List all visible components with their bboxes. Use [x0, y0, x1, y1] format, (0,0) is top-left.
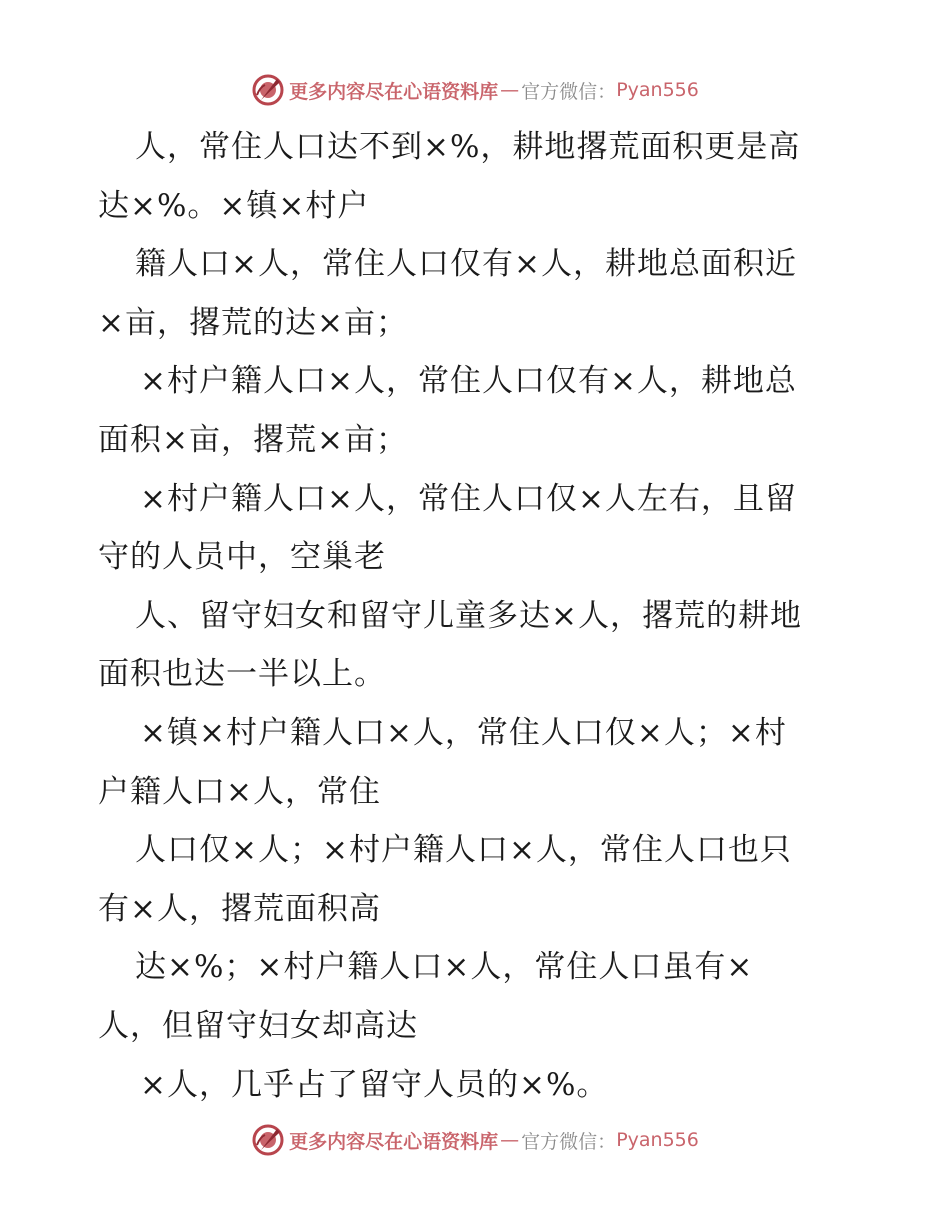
header-watermark — [0, 70, 950, 110]
text-line: 人，但留守妇女却高达 — [98, 1007, 418, 1044]
text-line: 人、留守妇女和留守儿童多达×人，撂荒的耕地 — [135, 597, 802, 634]
text-line: 达×%。×镇×村户 — [98, 187, 370, 224]
watermark-separator: — — [500, 1129, 520, 1151]
text-line: 人，常住人口达不到×%，耕地撂荒面积更是高 — [135, 129, 801, 165]
text-line: 守的人员中，空巢老 — [98, 539, 386, 576]
watermark-main-text: 更多内容尽在心语资料库 — [289, 1130, 499, 1153]
quill-seal-icon — [251, 1123, 285, 1157]
text-line: 面积也达一半以上。 — [98, 656, 386, 693]
text-line: ×人，几乎占了留守人员的×%。 — [140, 1066, 609, 1103]
watermark-separator: — — [500, 79, 520, 101]
text-line: 有×人，撂荒面积高 — [98, 890, 381, 927]
text-line: ×村户籍人口×人，常住人口仅×人左右，且留 — [140, 480, 797, 517]
body-text — [98, 118, 858, 1114]
quill-seal-icon — [251, 73, 285, 107]
text-line: ×亩，撂荒的达×亩； — [98, 304, 408, 341]
watermark-wechat-label: 官方微信： — [521, 1130, 617, 1153]
watermark-wechat-id: Pyan556 — [616, 1129, 699, 1151]
watermark-wechat-id: Pyan556 — [616, 79, 699, 101]
text-line: 籍人口×人，常住人口仅有×人，耕地总面积近 — [135, 246, 797, 283]
watermark-wechat-label: 官方微信： — [521, 80, 617, 103]
text-line: ×村户籍人口×人，常住人口仅有×人，耕地总 — [140, 363, 797, 400]
watermark-main-text: 更多内容尽在心语资料库 — [289, 80, 499, 103]
text-line: 人口仅×人；×村户籍人口×人，常住人口也只 — [135, 832, 792, 869]
text-line: 面积×亩，撂荒×亩； — [98, 421, 408, 458]
text-line: ×镇×村户籍人口×人，常住人口仅×人；×村 — [140, 714, 787, 751]
text-line: 户籍人口×人，常住 — [98, 773, 381, 810]
text-line: 达×%；×村户籍人口×人，常住人口虽有× — [135, 949, 754, 986]
footer-watermark — [0, 1120, 950, 1160]
